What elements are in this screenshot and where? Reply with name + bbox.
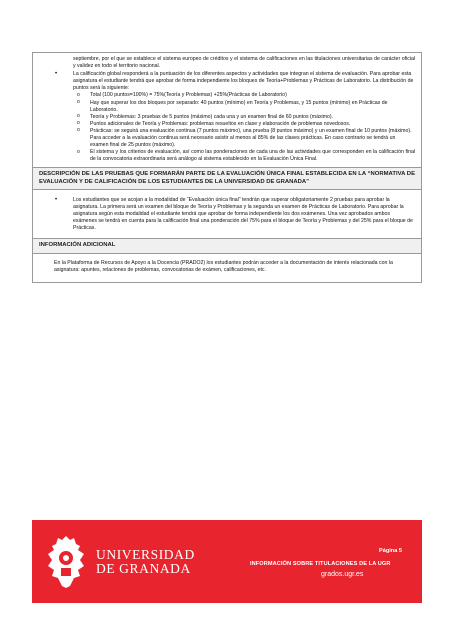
- list-item: o Puntos adicionales de Teoría y Problemas: problemas resueltos en clase y elaboración de problemas novedosos.: [73, 121, 415, 128]
- evaluation-bullet-list: [39, 71, 415, 163]
- list-item: o El sistema y los criterios de evaluación, así como las ponderaciones de cada una de las actividades que corresponden en la calificación final de la convocatoria extraordinaria será análogo al sistema establecido en la Evaluación Única Final.: [73, 149, 415, 163]
- additional-info-section: [33, 238, 421, 252]
- single-exam-section: [33, 167, 421, 189]
- additional-info-heading: INFORMACIÓN ADICIONAL: [33, 239, 421, 252]
- evaluation-sub-list: [73, 92, 415, 163]
- university-crest-icon: [44, 534, 88, 590]
- university-name: [96, 548, 195, 576]
- list-item: o Total (100 puntos=100%) = 75%(Teoría y Problemas) +25%(Prácticas de Laboratorio): [73, 92, 415, 99]
- single-exam-bullet-text: Los estudiantes que se acojan a la modalidad de “Evaluación única final” tendrán que superar obligatoriamente 2 pruebas para aprobar la asignatura. La primera será un examen del bloque de Teoría y Problemas y la segunda un examen de Prácticas de Laboratorio. Para aprobar la asignatura según esta modalidad el estudiante tendrá que aprobar de forma independiente los dos exámenes. Una vez aprobados ambos exámenes se tendrá en cuenta para la calificación final una ponderación del 75% para el bloque de Teoría y Problemas y del 25% para el bloque de Prácticas.: [73, 197, 413, 232]
- evaluation-section: [33, 53, 421, 167]
- list-item: o Hay que superar los dos bloques por separado: 40 puntos (mínimo) en Teoría y Problemas, y 15 puntos (mínimo) en Prácticas de Laboratorio.: [73, 100, 415, 114]
- evaluation-bullet-text: La calificación global responderá a la puntuación de los diferentes aspectos y actividades que integran el sistema de evaluación. Para aprobar esta asignatura el estudiante tendrá que aprobar de forma independiente los bloques de Teoría+Problemas y Prácticas de Laboratorio. La distribución de puntos será la siguiente:: [73, 71, 414, 92]
- list-item: o Teoría y Problemas: 3 pruebas de 5 puntos (máximo) cada una y un examen final de 60 puntos (máximo).: [73, 114, 415, 121]
- single-exam-heading: DESCRIPCIÓN DE LAS PRUEBAS QUE FORMARÁN PARTE DE LA EVALUACIÓN ÚNICA FINAL ESTABLECIDA EN LA “NORMATIVA DE EVALUACIÓN Y DE CALIFICACIÓN DE LOS ESTUDIANTES DE LA UNIVERSIDAD DE GRANADA”: [33, 168, 421, 189]
- additional-info-text: En la Plataforma de Recursos de Apoyo a la Docencia (PRADO2) los estudiantes podrán acceder a la documentación de interés relacionada con la asignatura: apuntes, relaciones de problemas, convocatorias de exámen, calificaciones, etc.: [54, 259, 393, 273]
- page-number: Página 5: [378, 548, 402, 554]
- footer-title: INFORMACIÓN SOBRE TITULACIONES DE LA UGR: [250, 561, 391, 567]
- evaluation-continuation-text: septiembre, por el que se establece el sistema europeo de créditos y el sistema de calificaciones en las titulaciones universitarias de carácter oficial y validez en todo el territorio nacional.: [73, 56, 415, 70]
- additional-info-body: [33, 253, 421, 282]
- single-exam-body: [33, 189, 421, 238]
- university-name-line2: DE GRANADA: [96, 561, 191, 576]
- list-item: [39, 71, 415, 163]
- university-logo: [44, 534, 214, 590]
- footer-site-link[interactable]: grados.ugr.es: [321, 571, 364, 578]
- page-footer: [32, 520, 422, 603]
- list-item: [39, 197, 415, 232]
- university-name-line1: UNIVERSIDAD: [96, 547, 195, 562]
- guide-content-table: [32, 52, 422, 283]
- list-item: o Prácticas: se seguirá una evaluación continua (7 puntos máximo), una prueba (8 puntos máximo) y un examen final de 10 puntos (máximo). Para acceder a la evaluación continua será necesario asistir al menos al 85% de las clases prácticas. En caso contrario se tendrá un examen final de 25 puntos (máximo).: [73, 128, 415, 149]
- single-exam-bullet-list: [39, 197, 415, 232]
